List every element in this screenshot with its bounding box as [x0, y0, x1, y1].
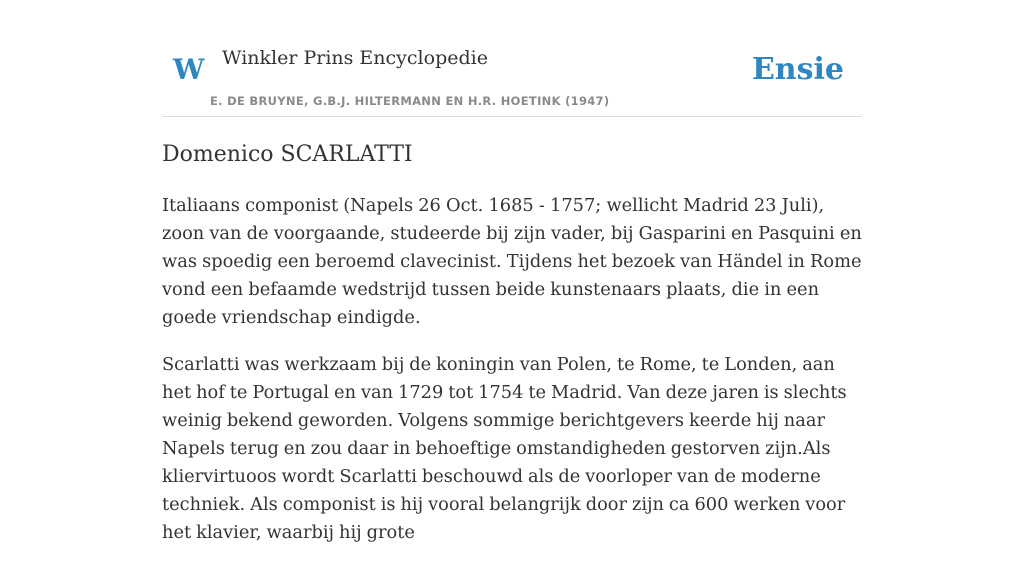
ensie-logo[interactable]: Ensie [751, 52, 844, 87]
site-header [162, 0, 862, 117]
source-authors: E. DE BRUYNE, G.B.J. HILTERMANN EN H.R. HOETINK (1947) [210, 94, 610, 108]
article-paragraph: Scarlatti was werkzaam bij de koningin van Polen, te Rome, te Londen, aan het hof te Portugal en van 1729 tot 1754 te Madrid. Van deze jaren is slechts weinig bekend geworden. Volgens sommige berichtgevers keerde hij naar Napels terug en zou daar in behoeftige omstandigheden gestorven zijn.Als kliervirtuoos wordt Scarlatti beschouwd als de voorloper van de moderne techniek. Als componist is hij vooral belangrijk door zijn ca 600 werken voor het klavier, waarbij hij grote [162, 354, 847, 543]
winkler-prins-logo[interactable]: W [173, 53, 205, 86]
source-title[interactable]: Winkler Prins Encyclopedie [222, 47, 488, 69]
article-paragraph: Italiaans componist (Napels 26 Oct. 1685 - 1757; wellicht Madrid 23 Juli), zoon van de voorgaande, studeerde bij zijn vader, bij Gasparini en Pasquini en was spoedig een beroemd clavecinist. Tijdens het bezoek van Händel in Rome vond een befaamde wedstrijd tussen beide kunstenaars plaats, die in een goede vriendschap eindigde. [162, 195, 862, 328]
article-body [162, 192, 862, 566]
article-headword: Domenico SCARLATTI [162, 142, 413, 167]
